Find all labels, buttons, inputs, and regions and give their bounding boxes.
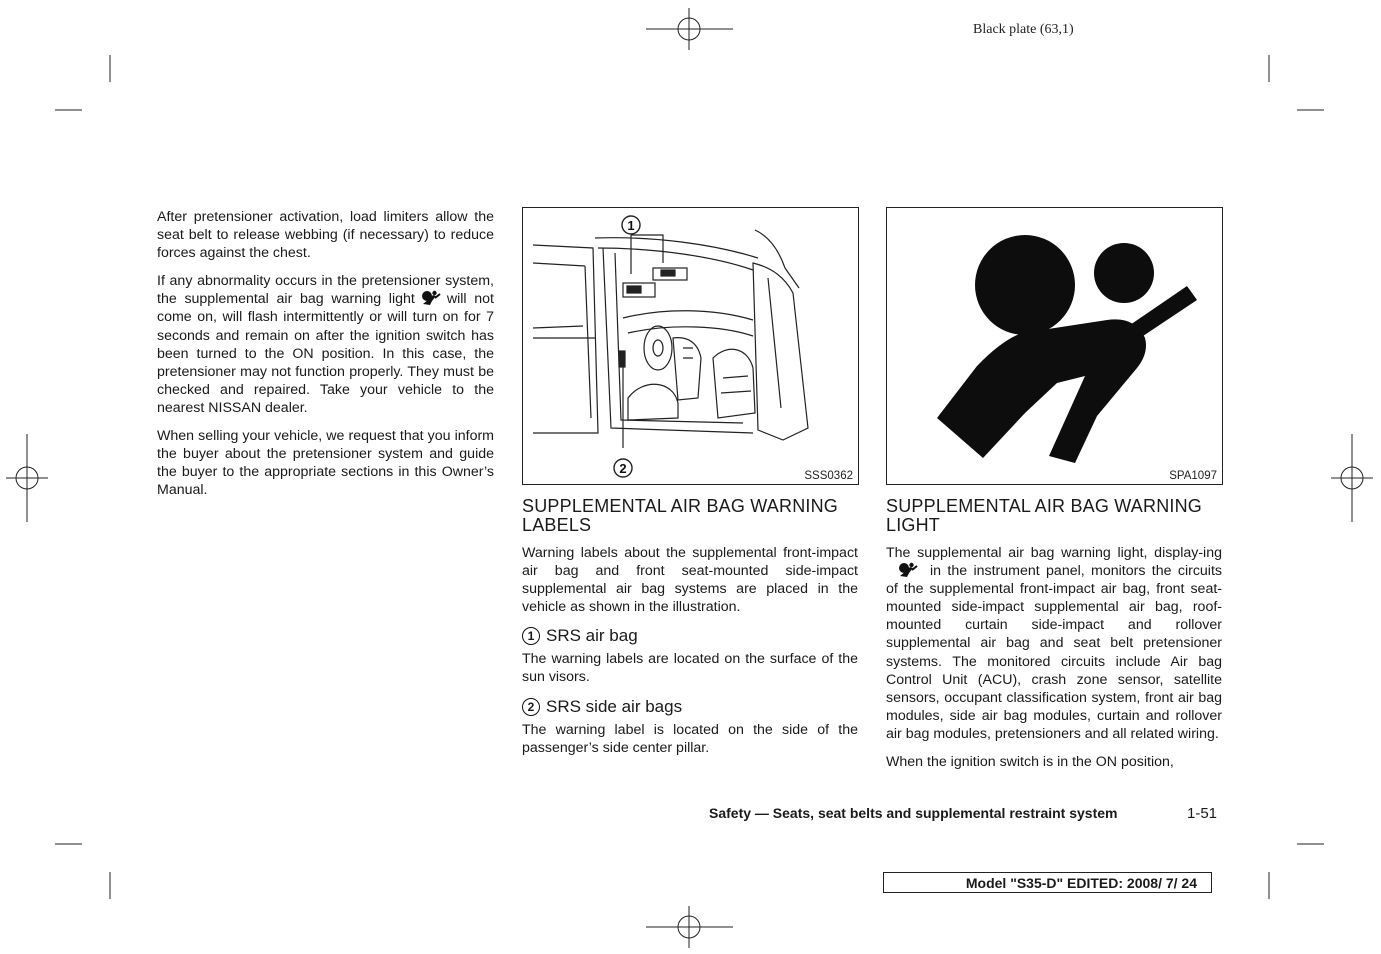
item-title: SRS air bag [546,626,638,646]
item-number-1: 1 [522,627,540,645]
plate-label: Black plate (63,1) [973,22,1074,37]
airbag-warning-icon [898,562,918,578]
figure-code: SPA1097 [1169,470,1217,482]
column-3 [886,497,1222,781]
column-2 [522,497,858,767]
paragraph-warning-light [886,544,1222,743]
footer-section-title: Safety — Seats, seat belts and supplemental restraint system [709,805,1118,821]
airbag-warning-icon [421,290,441,306]
paragraph-text-start: The supplemental air bag warning light, display-ing [886,545,1222,561]
page-number: 1-51 [1187,805,1218,822]
paragraph-text-end: will not come on, will flash intermittently or will turn on for 7 seconds and remain on after the ignition switch has been turned to the ON position. In this case, the pretensioner may not function properly. They must be checked and repaired. Take your vehicle to the nearest NISSAN dealer. [157,291,494,416]
paragraph-ignition: When the ignition switch is in the ON position, [886,754,1174,771]
item-number-2: 2 [522,698,540,716]
paragraph-abnormality [157,272,494,417]
paragraph-text-start: If any abnormality occurs in the pretensioner system, the supplemental air bag warning light [157,273,494,308]
paragraph-srs-air-bag: The warning labels are located on the surface of the sun visors. [522,651,858,686]
callout-1: 1 [627,218,635,233]
item-heading-srs-air-bag [522,626,858,646]
item-heading-srs-side-air-bags [522,697,858,717]
model-edited-stamp: Model "S35-D" EDITED: 2008/ 7/ 24 [883,872,1212,893]
paragraph-srs-side-air-bags: The warning label is located on the side of the passenger’s side center pillar. [522,721,858,756]
airbag-symbol-icon [887,208,1222,484]
figure-warning-labels [522,207,859,485]
section-heading-light: SUPPLEMENTAL AIR BAG WARNING LIGHT [886,496,1202,535]
column-1 [157,208,494,509]
section-heading-labels: SUPPLEMENTAL AIR BAG WARNING LABELS [522,496,838,535]
paragraph-text-end: in the instrument panel, monitors the circuits of the supplemental front-impact air bag, front seat-mounted side-impact supplemental air bag, roof-mounted curtain side-impact and rollover supplemental air bag and seat belt pretensioner systems. The monitored circuits include Air bag Control Unit (ACU), crash zone sensor, satellite sensors, occupant classification system, front air bag modules, side air bag modules, curtain and rollover air bag modules, pretensioners and all related wiring. [886,563,1222,742]
paragraph-selling: When selling your vehicle, we request that you inform the buyer about the pretensioner system and guide the buyer to the appropriate sections in this Owner’s Manual. [157,428,494,499]
car-interior-illustration [523,208,858,484]
figure-code: SSS0362 [804,470,853,482]
paragraph-load-limiters: After pretensioner activation, load limiters allow the seat belt to release webbing (if necessary) to reduce forces against the chest. [157,209,494,262]
figure-warning-light [886,207,1223,485]
item-title: SRS side air bags [546,696,683,716]
paragraph-labels-intro: Warning labels about the supplemental front-impact air bag and front seat-mounted side-impact supplemental air bag systems are placed in the vehicle as shown in the illustration. [522,545,858,616]
callout-2: 2 [619,461,627,476]
